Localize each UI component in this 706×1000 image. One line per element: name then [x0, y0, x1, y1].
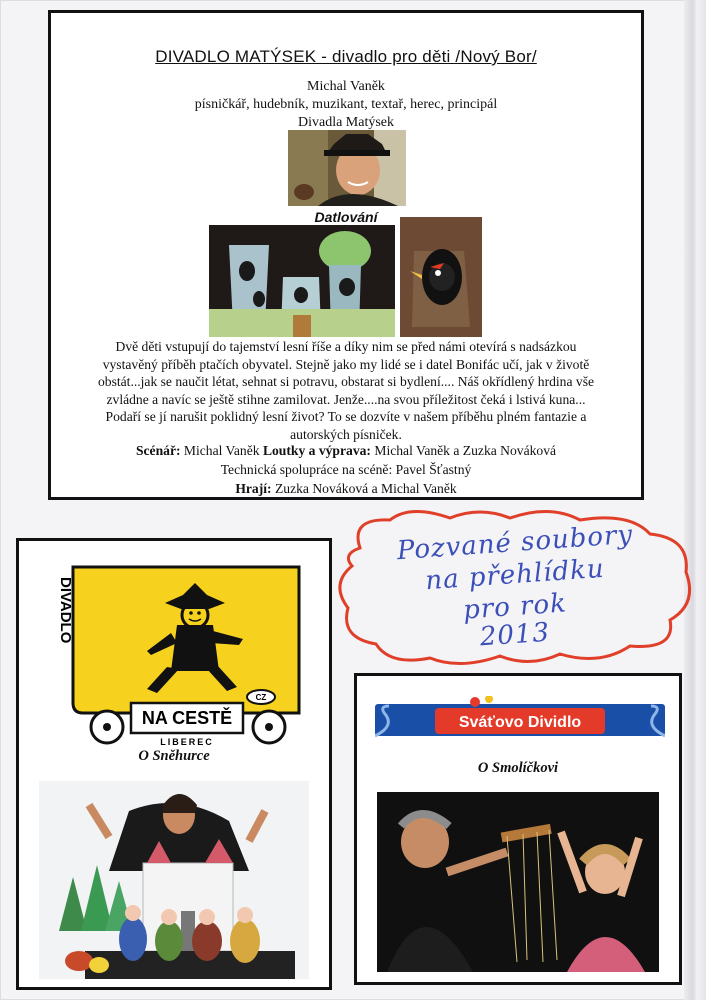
svatovo-logo: [375, 696, 665, 742]
snehurka-photo: [39, 781, 309, 979]
show-photo-woodpecker: [400, 217, 482, 337]
card-title: DIVADLO MATÝSEK - divadlo pro děti /Nový Bor/: [155, 47, 537, 66]
handwritten-line-3: pro rok: [462, 588, 568, 626]
credit-label-cast: Hrají:: [235, 481, 272, 496]
credit-value-technical: Technická spolupráce na scéně: Pavel Šťastný: [220, 462, 472, 477]
svatovo-card: [354, 673, 682, 985]
na-ceste-logo: [47, 563, 307, 751]
na-ceste-show-title: O Sněhurce: [138, 748, 210, 764]
svatovo-show-title: O Smolíčkovi: [477, 760, 559, 776]
credit-value-script: Michal Vaněk: [180, 443, 263, 458]
show-title: Datlování: [314, 209, 378, 225]
na-ceste-card: [16, 538, 332, 990]
credit-label-script: Scénář:: [135, 443, 181, 458]
author-photo: [288, 130, 406, 206]
credit-label-puppets: Loutky a výprava:: [262, 443, 371, 458]
matysek-card: [48, 10, 644, 500]
author-theatre: Divadla Matýsek: [297, 115, 395, 130]
handwritten-line-4: 2013: [478, 617, 552, 653]
author-roles: písničkář, hudebník, muzikant, textař, herec, principál: [194, 97, 498, 112]
credit-technical: [51, 462, 641, 478]
logo-side-text: DIVADLO: [57, 577, 74, 644]
credit-script-puppets: [51, 443, 641, 459]
logo-city: LIBEREC: [160, 737, 214, 747]
show-photo-forest: [209, 225, 395, 337]
page-edge: [684, 0, 706, 1000]
logo-bottom-text: NA CESTĚ: [141, 708, 233, 728]
logo-badge: CZ: [255, 693, 267, 702]
credit-value-cast: Zuzka Nováková a Michal Vaněk: [271, 481, 457, 496]
svatovo-logo-text: Sváťovo Dividlo: [458, 714, 582, 731]
handwritten-line-1: Pozvané soubory: [395, 519, 635, 567]
smolicek-photo: [377, 792, 659, 972]
show-description: Dvě děti vstupují do tajemství lesní říše a díky nim se před námi otevírá s nadsázkou vystavěný příběh ptačích obyvatel. Stejně jako my lidé se i datel Bonifác učí, jak v životě obstát...jak se naučit létat, sehnat si potravu, obstarat si bydlení.... Náš okřídlený hrdina vše zvládne a navíc se ještě stihne zamilovat. Jenže....na svou příležitost čeká i lstivá kuna... Podaří se jí narušit poklidný lesní život? To se dozvíte v našem příběhu plném fantazie a autorských písniček.: [97, 339, 595, 442]
handwritten-note: [330, 508, 700, 668]
handwritten-line-2: na přehlídku: [424, 553, 606, 597]
author-name: Michal Vaněk: [307, 79, 385, 94]
credit-cast: [51, 481, 641, 497]
credit-value-puppets: Michal Vaněk a Zuzka Nováková: [370, 443, 557, 458]
